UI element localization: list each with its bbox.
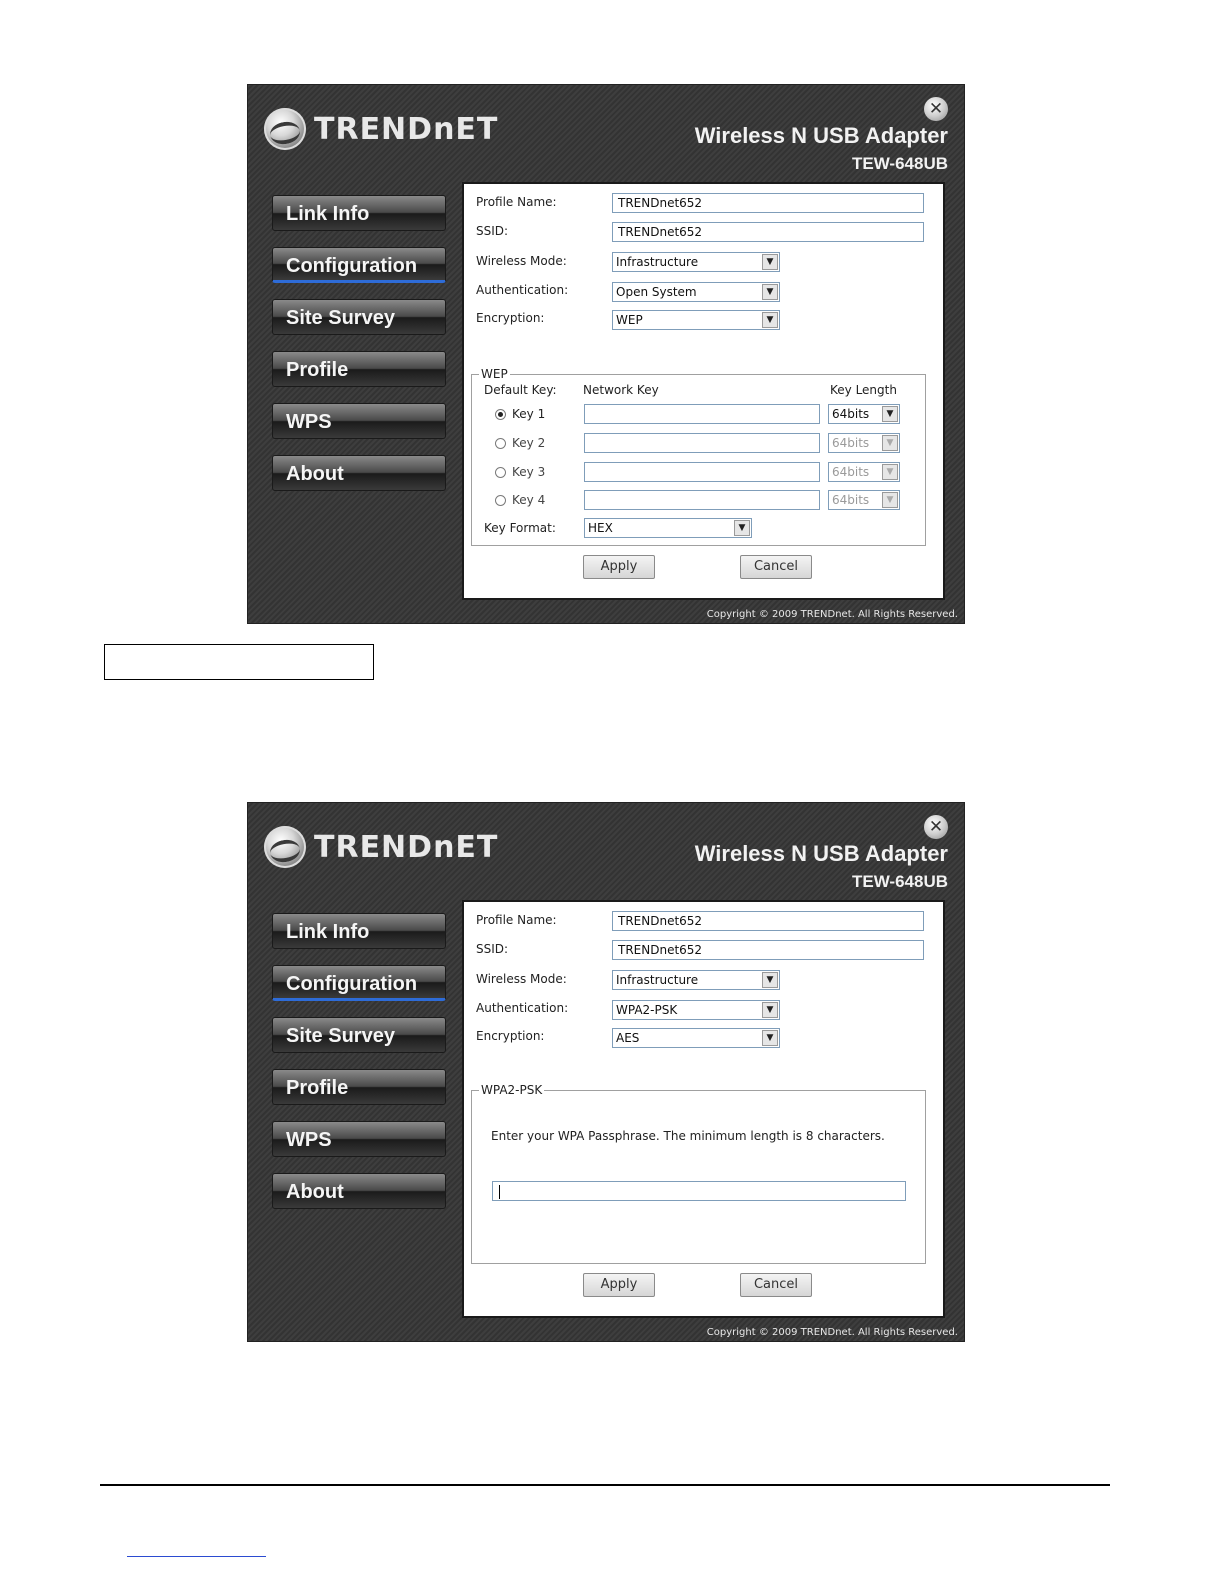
wireless-mode-value: Infrastructure <box>616 255 699 269</box>
chevron-down-icon[interactable]: ▼ <box>762 254 778 270</box>
default-key-label: Default Key: <box>484 383 557 397</box>
key-1-input[interactable] <box>584 404 820 424</box>
text-caret <box>499 1185 500 1199</box>
wep-group-title: WEP <box>481 367 508 381</box>
authentication-value: Open System <box>616 285 697 299</box>
key-3-length-value: 64bits <box>832 465 870 479</box>
key-2-radio[interactable] <box>495 438 506 449</box>
encryption-label: Encryption: <box>476 1029 545 1043</box>
key-2-input[interactable] <box>584 433 820 453</box>
passphrase-input[interactable] <box>492 1181 906 1201</box>
key-format-label: Key Format: <box>484 521 556 535</box>
logo-text: TRENDnET <box>314 829 499 865</box>
trendnet-logo-icon <box>264 826 306 868</box>
network-key-label: Network Key <box>583 383 659 397</box>
apply-button[interactable]: Apply <box>583 555 655 579</box>
config-window-wpa2 <box>247 802 965 1342</box>
key-1-length-select[interactable] <box>828 404 900 424</box>
authentication-label: Authentication: <box>476 1001 569 1015</box>
ssid-label: SSID: <box>476 942 509 956</box>
wireless-mode-label: Wireless Mode: <box>476 972 567 986</box>
nav-site-survey[interactable]: Site Survey <box>272 1017 446 1053</box>
chevron-down-icon[interactable]: ▼ <box>882 492 898 508</box>
product-header <box>695 123 948 175</box>
cancel-button[interactable]: Cancel <box>740 555 812 579</box>
product-name: Wireless N USB Adapter <box>694 123 948 148</box>
wep-group <box>471 367 926 546</box>
ssid-label: SSID: <box>476 224 509 238</box>
trendnet-logo-icon <box>264 108 306 150</box>
key-4-length-value: 64bits <box>832 493 870 507</box>
cancel-button[interactable]: Cancel <box>740 1273 812 1297</box>
chevron-down-icon[interactable]: ▼ <box>762 1030 778 1046</box>
encryption-select[interactable] <box>612 310 780 330</box>
key-2-length-select[interactable] <box>828 433 900 453</box>
product-model: TEW-648UB <box>851 872 948 891</box>
wpa2-psk-group-title: WPA2-PSK <box>481 1083 543 1097</box>
key-4-length-select[interactable] <box>828 490 900 510</box>
configuration-panel <box>462 182 945 600</box>
ssid-field[interactable]: TRENDnet652 <box>612 940 924 960</box>
chevron-down-icon[interactable]: ▼ <box>734 520 750 536</box>
nav-wps[interactable]: WPS <box>272 403 446 439</box>
nav-profile[interactable]: Profile <box>272 1069 446 1105</box>
caption-box <box>104 644 374 680</box>
wireless-mode-label: Wireless Mode: <box>476 254 567 268</box>
trendnet-logo <box>264 823 498 871</box>
key-2-label: Key 2 <box>512 436 546 450</box>
nav-link-info[interactable]: Link Info <box>272 913 446 949</box>
profile-name-label: Profile Name: <box>476 913 557 927</box>
encryption-label: Encryption: <box>476 311 545 325</box>
chevron-down-icon[interactable]: ▼ <box>882 406 898 422</box>
key-format-value: HEX <box>588 521 613 535</box>
key-3-radio[interactable] <box>495 467 506 478</box>
nav-wps[interactable]: WPS <box>272 1121 446 1157</box>
chevron-down-icon[interactable]: ▼ <box>762 972 778 988</box>
chevron-down-icon[interactable]: ▼ <box>762 1002 778 1018</box>
key-3-input[interactable] <box>584 462 820 482</box>
copyright-text: Copyright © 2009 TRENDnet. All Rights Reserved. <box>706 1327 958 1338</box>
chevron-down-icon[interactable]: ▼ <box>762 284 778 300</box>
nav-configuration[interactable]: Configuration <box>272 247 446 283</box>
close-icon[interactable]: ✕ <box>924 815 948 839</box>
key-length-label: Key Length <box>830 383 897 397</box>
nav-about[interactable]: About <box>272 1173 446 1209</box>
key-4-label: Key 4 <box>512 493 546 507</box>
profile-name-field[interactable]: TRENDnet652 <box>612 911 924 931</box>
authentication-label: Authentication: <box>476 283 569 297</box>
nav-configuration[interactable]: Configuration <box>272 965 446 1001</box>
sidebar-nav <box>272 913 448 1225</box>
wireless-mode-select[interactable] <box>612 970 780 990</box>
configuration-panel <box>462 900 945 1318</box>
close-icon[interactable]: ✕ <box>924 97 948 121</box>
profile-name-label: Profile Name: <box>476 195 557 209</box>
nav-site-survey[interactable]: Site Survey <box>272 299 446 335</box>
chevron-down-icon[interactable]: ▼ <box>882 435 898 451</box>
key-1-label: Key 1 <box>512 407 546 421</box>
nav-about[interactable]: About <box>272 455 446 491</box>
key-format-select[interactable] <box>584 518 752 538</box>
page-divider <box>100 1484 1110 1486</box>
passphrase-instruction: Enter your WPA Passphrase. The minimum length is 8 characters. <box>491 1129 885 1143</box>
trendnet-logo <box>264 105 498 153</box>
authentication-value: WPA2-PSK <box>616 1003 678 1017</box>
key-4-input[interactable] <box>584 490 820 510</box>
key-2-length-value: 64bits <box>832 436 870 450</box>
key-3-label: Key 3 <box>512 465 546 479</box>
logo-text: TRENDnET <box>314 111 499 147</box>
key-3-length-select[interactable] <box>828 462 900 482</box>
wpa2-psk-group <box>471 1083 926 1264</box>
wireless-mode-select[interactable] <box>612 252 780 272</box>
encryption-value: WEP <box>616 313 643 327</box>
authentication-select[interactable] <box>612 282 780 302</box>
nav-link-info[interactable]: Link Info <box>272 195 446 231</box>
ssid-field[interactable]: TRENDnet652 <box>612 222 924 242</box>
footer-link-underline[interactable] <box>127 1556 266 1557</box>
encryption-select[interactable] <box>612 1028 780 1048</box>
encryption-value: AES <box>616 1031 640 1045</box>
chevron-down-icon[interactable]: ▼ <box>762 312 778 328</box>
copyright-text: Copyright © 2009 TRENDnet. All Rights Reserved. <box>706 609 958 620</box>
wireless-mode-value: Infrastructure <box>616 973 699 987</box>
product-header <box>695 841 948 893</box>
sidebar-nav <box>272 195 448 507</box>
profile-name-field[interactable]: TRENDnet652 <box>612 193 924 213</box>
authentication-select[interactable] <box>612 1000 780 1020</box>
product-name: Wireless N USB Adapter <box>694 841 948 866</box>
config-window-wep <box>247 84 965 624</box>
key-4-radio[interactable] <box>495 495 506 506</box>
product-model: TEW-648UB <box>851 154 948 173</box>
chevron-down-icon[interactable]: ▼ <box>882 464 898 480</box>
nav-profile[interactable]: Profile <box>272 351 446 387</box>
key-1-length-value: 64bits <box>832 407 870 421</box>
apply-button[interactable]: Apply <box>583 1273 655 1297</box>
key-1-radio[interactable] <box>495 409 506 420</box>
